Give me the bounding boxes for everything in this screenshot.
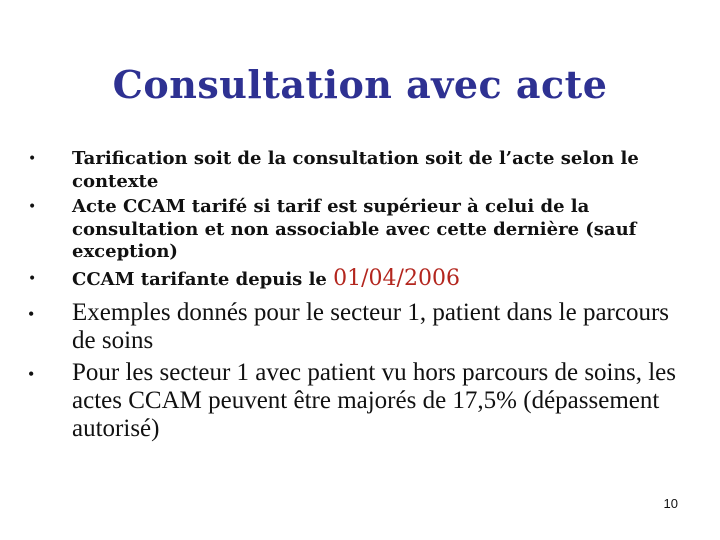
bullet-text: Exemples donnés pour le secteur 1, patient dans le parcours de soins xyxy=(72,299,670,354)
bullet-item xyxy=(28,196,688,264)
bullet-text: CCAM tarifante depuis le xyxy=(72,268,334,290)
bullet-item xyxy=(28,359,688,443)
bullet-item xyxy=(28,148,688,193)
bullet-marker: • xyxy=(28,151,37,167)
bullet-list xyxy=(28,148,688,447)
bullet-marker: • xyxy=(28,304,35,324)
bullet-marker: • xyxy=(28,199,37,215)
bullet-marker: • xyxy=(28,364,35,384)
bullet-text: Pour les secteur 1 avec patient vu hors parcours de soins, les actes CCAM peuvent être majorés de 17,5% (dépassement autorisé) xyxy=(72,359,677,442)
date-highlight: 01/04/2006 xyxy=(333,265,460,291)
bullet-item xyxy=(28,299,688,355)
bullet-text: Acte CCAM tarifé si tarif est supérieur à celui de la consultation et non associable avec cette dernière (sauf exception) xyxy=(72,196,637,262)
slide-title: Consultation avec acte xyxy=(112,62,608,107)
bullet-item xyxy=(28,265,688,292)
bullet-marker: • xyxy=(28,270,37,287)
bullet-text: Tarification soit de la consultation soit de l’acte selon le contexte xyxy=(72,148,639,192)
page-number: 10 xyxy=(663,496,678,511)
